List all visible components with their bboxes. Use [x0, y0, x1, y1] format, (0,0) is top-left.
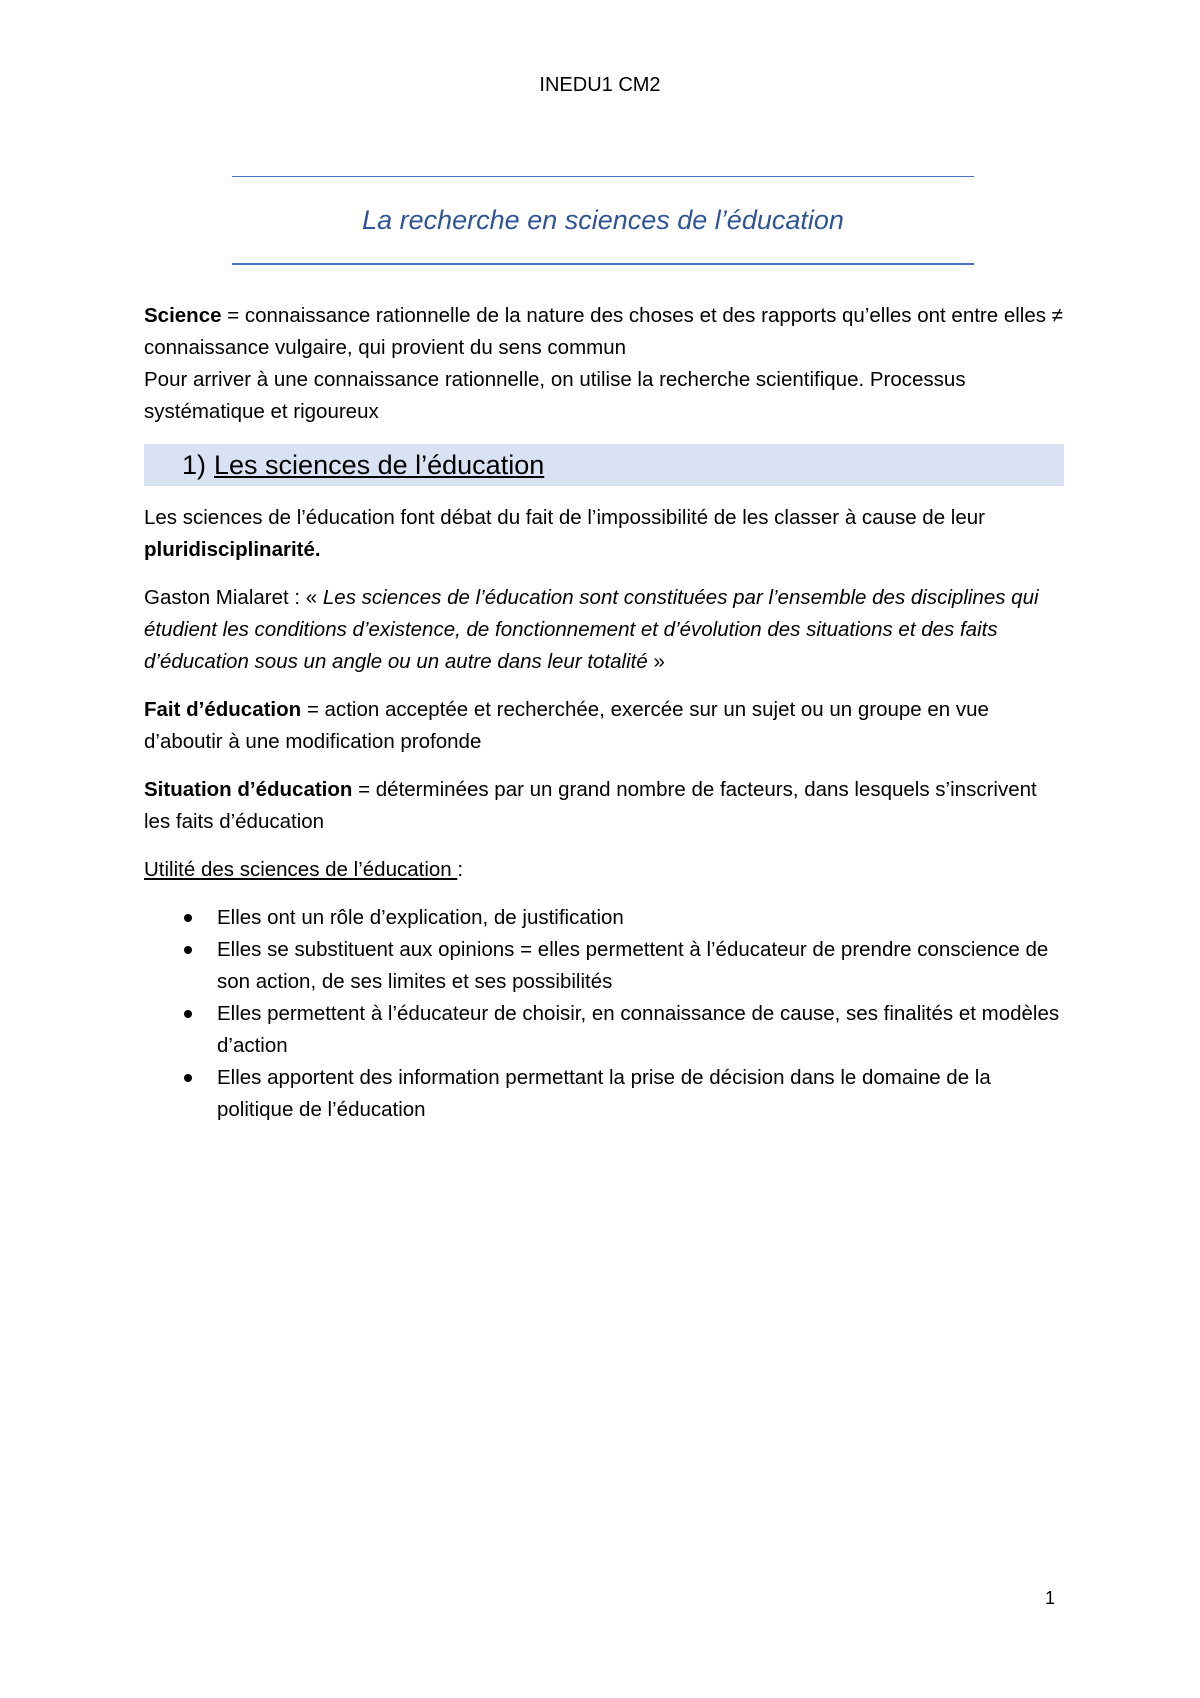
title-block [232, 176, 974, 265]
list-item-text: Elles ont un rôle d’explication, de justification [217, 906, 624, 929]
bullet-icon [184, 1010, 192, 1018]
list-item [144, 934, 1064, 998]
list-item-text: Elles se substituent aux opinions = elles permettent à l’éducateur de prendre conscience de son action, de ses limites et ses possibilités [217, 938, 1049, 993]
debate-end: . [314, 538, 321, 561]
section-heading-1 [144, 444, 1064, 486]
debate-paragraph [144, 502, 1064, 566]
bullet-icon [184, 914, 192, 922]
page-header: INEDU1 CM2 [539, 74, 661, 96]
term-science: Science [144, 304, 222, 327]
intro-research-paragraph: Pour arriver à une connaissance rationnelle, on utilise la recherche scientifique. Processus systématique et rigoureux [144, 368, 966, 423]
science-definition-text: = connaissance rationnelle de la nature des choses et des rapports qu’elles ont entre elles ≠ connaissance vulgaire, qui provient du sens commun [144, 304, 1063, 359]
page-number: 1 [1045, 1588, 1056, 1608]
utility-list [144, 902, 1064, 1126]
debate-text: Les sciences de l’éducation font débat du fait de l’impossibilité de les classer à cause de leur [144, 506, 985, 529]
quote-text: Les sciences de l’éducation sont constituées par l’ensemble des disciplines qui étudient les conditions d’existence, de fonctionnement et d’évolution des situations et des faits d’éducation sous un angle ou un autre dans leur totalité [144, 586, 1039, 673]
bullet-icon [184, 1074, 192, 1082]
list-item [144, 1062, 1064, 1126]
quote-close: » [647, 650, 665, 673]
utility-heading [144, 854, 1064, 886]
section-label: Les sciences de l’éducation [214, 450, 545, 480]
list-item [144, 998, 1064, 1062]
utility-label: Utilité des sciences de l’éducation [144, 858, 458, 881]
bullet-icon [184, 946, 192, 954]
list-item-text: Elles apportent des information permettant la prise de décision dans le domaine de la politique de l’éducation [217, 1066, 991, 1121]
definition-fait-education [144, 694, 1064, 758]
mialaret-quote [144, 582, 1064, 678]
situation-education-text: = déterminées par un grand nombre de facteurs, dans lesquels s’inscrivent les faits d’éducation [144, 778, 1037, 833]
utility-colon: : [457, 858, 464, 881]
term-fait-education: Fait d’éducation [144, 698, 302, 721]
list-item [144, 902, 1064, 934]
fait-education-text: = action acceptée et recherchée, exercée sur un sujet ou un groupe en vue d’aboutir à une modification profonde [144, 698, 989, 753]
document-body [144, 300, 1064, 1126]
term-situation-education: Situation d’éducation [144, 778, 353, 801]
intro-definition-science [144, 300, 1064, 364]
list-item-text: Elles permettent à l’éducateur de choisir, en connaissance de cause, ses finalités et modèles d’action [217, 1002, 1060, 1057]
definition-situation-education [144, 774, 1064, 838]
document-title: La recherche en sciences de l’éducation [362, 204, 844, 235]
section-number: 1) [182, 450, 207, 480]
quote-author: Gaston Mialaret : « [144, 586, 323, 609]
term-pluridisciplinarite: pluridisciplinarité [144, 538, 315, 561]
